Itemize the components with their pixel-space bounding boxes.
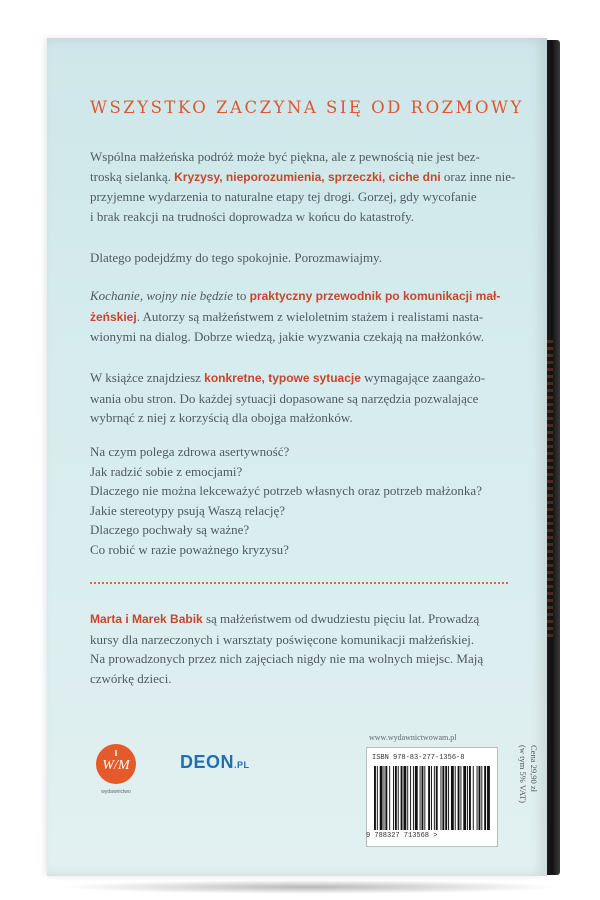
text-line: kursy dla narzeczonych i warsztaty poświęcone komunikacji małżeńskiej. [90, 631, 475, 647]
barcode-bar [401, 766, 403, 830]
barcode-bars [372, 766, 490, 832]
barcode-bar [436, 766, 438, 830]
third-paragraph [90, 286, 510, 347]
barcode-bar [481, 766, 482, 830]
highlight-phrase: Kryzysy, nieporozumienia, sprzeczki, ciche dni [174, 169, 441, 184]
barcode-bar [467, 766, 468, 830]
barcode-bar [451, 766, 454, 830]
barcode-bar [473, 766, 474, 830]
headline: WSZYSTKO ZACZYNA SIĘ OD ROZMOWY [90, 98, 524, 117]
text-line: wybrnąć z niej z korzyścią dla obojga małżonków. [90, 410, 353, 425]
barcode-bar [415, 766, 418, 830]
question-item: Dlaczego pochwały są ważne? [90, 522, 250, 537]
barcode-bar [460, 766, 461, 830]
text-line: Marta i Marek Babik są małżeństwem od dwudziestu pięciu lat. Prowadzą [90, 611, 480, 626]
text-line: W książce znajdziesz konkretne, typowe sytuacje wymagające zaangażo- [90, 370, 486, 385]
vat-label: (w tym 5% VAT) [518, 745, 528, 804]
author-names: Marta i Marek Babik [90, 612, 203, 626]
barcode-bar [393, 766, 394, 830]
barcode-bar [403, 766, 406, 830]
text-line: Na prowadzonych przez nich zajęciach nigdy nie ma wolnych miejsc. Mają [90, 651, 484, 666]
text-line: wania obu stron. Do każdej sytuacji dopasowane są narzędzia pozwalające [90, 390, 479, 406]
text-line: i brak reakcji na trudności doprowadza w końcu do katastrofy. [90, 208, 415, 224]
text-line: Kochanie, wojny nie będzie to praktyczny przewodnik po komunikacji mał- [90, 288, 501, 303]
book-shadow [60, 880, 560, 894]
publisher-url: www.wydawnictwowam.pl [369, 733, 457, 742]
intro-paragraph [90, 147, 516, 226]
barcode-bar [455, 766, 456, 830]
book-title-italic: Kochanie, wojny nie będzie [90, 288, 233, 303]
barcode-bar [431, 766, 432, 830]
question-item: Dlaczego nie można lekceważyć potrzeb własnych oraz potrzeb małżonka? [90, 483, 482, 498]
price-label: Cena 29,90 zł [529, 745, 539, 792]
barcode-bar [377, 766, 378, 830]
price-block [507, 745, 553, 845]
barcode-bar [395, 766, 397, 830]
barcode-bar [398, 766, 399, 830]
barcode-bar [407, 766, 408, 830]
isbn-label: ISBN 978-83-277-1356-8 [372, 754, 465, 762]
dotted-divider [90, 582, 508, 584]
wam-caption: wydawnictwo [101, 789, 131, 795]
barcode-bar [442, 766, 444, 830]
barcode-bar [420, 766, 421, 830]
text-line: żeńskiej. Autorzy są małżeństwem z wieloletnim stażem i realistami nasta- [90, 308, 484, 324]
question-item: Co robić w razie poważnego kryzysu? [90, 541, 289, 557]
barcode-bar [487, 766, 490, 830]
barcode-bar [410, 766, 411, 830]
author-bio [90, 609, 520, 688]
barcode-bar [441, 766, 442, 830]
text-line: Wspólna małżeńska podróż może być piękna, ale z pewnością nie jest bez- [90, 149, 480, 164]
highlight-phrase: praktyczny przewodnik po komunikacji mał- [249, 289, 501, 303]
wam-logo-icon [96, 744, 136, 784]
barcode-bar [428, 766, 430, 830]
barcode-bar [389, 766, 390, 830]
barcode-bar [479, 766, 481, 830]
wam-logo-mark [96, 744, 136, 784]
text-line: czwórkę dzieci. [90, 670, 172, 686]
barcode-bar [413, 766, 414, 830]
question-item: Jak radzić sobie z emocjami? [90, 463, 243, 479]
svg-text:W/M: W/M [102, 758, 130, 773]
barcode-bar [424, 766, 425, 830]
fourth-paragraph [90, 368, 510, 428]
barcode-digits: 9 788327 713568 > [366, 832, 438, 840]
barcode-bar [448, 766, 449, 830]
barcode-bar [469, 766, 471, 830]
text-line: troską sielanką. Kryzysy, nieporozumienia, sprzeczki, ciche dni oraz inne nie- [90, 168, 516, 184]
barcode-bar [434, 766, 435, 830]
text-line: przyjemne wydarzenia to naturalne etapy tej drogi. Gorzej, gdy wycofanie [90, 189, 477, 204]
barcode-bar [422, 766, 424, 830]
text-line: Dlatego podejdźmy do tego spokojnie. Porozmawiajmy. [90, 250, 382, 265]
question-list [90, 442, 510, 559]
barcode-bar [374, 766, 376, 830]
barcode-bar [484, 766, 486, 830]
highlight-phrase: konkretne, typowe sytuacje [204, 371, 361, 385]
text-line: wionymi na dialog. Dobrze wiedzą, jakie wyzwania czekają na małżonków. [90, 329, 485, 344]
barcode-bar [458, 766, 460, 830]
barcode-bar [384, 766, 385, 830]
barcode-bar [380, 766, 383, 830]
question-item: Jakie stereotypy psują Waszą relację? [90, 502, 286, 518]
barcode-bar [445, 766, 447, 830]
barcode-bar [385, 766, 387, 830]
barcode-bar [463, 766, 466, 830]
second-paragraph [90, 248, 510, 268]
highlight-phrase: żeńskiej [90, 309, 137, 324]
deon-logo: DEON.PL [180, 752, 250, 772]
question-item: Na czym polega zdrowa asertywność? [90, 444, 290, 459]
barcode-bar [477, 766, 478, 830]
